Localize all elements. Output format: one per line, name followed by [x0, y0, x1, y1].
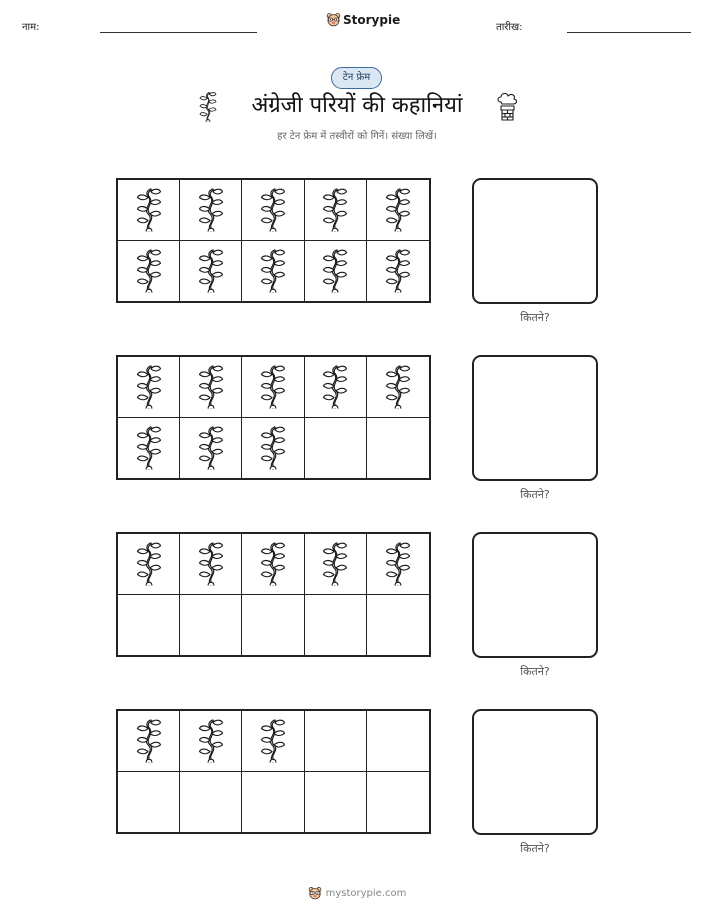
beanstalk-icon [196, 186, 226, 234]
beanstalk-icon [383, 540, 413, 588]
name-field[interactable] [100, 32, 257, 33]
beanstalk-icon [320, 186, 350, 234]
frame-cell [367, 595, 429, 656]
frame-cell [180, 534, 242, 595]
frame-cell [367, 241, 429, 302]
frame-cell [242, 180, 304, 241]
frame-cell [118, 772, 180, 833]
beanstalk-icon [134, 424, 164, 472]
page-title: अंग्रेजी परियों की कहानियां [251, 93, 463, 118]
beanstalk-icon [320, 540, 350, 588]
frame-cell [305, 180, 367, 241]
bear-icon [308, 886, 322, 900]
answer-box[interactable] [472, 355, 598, 481]
frame-cell [118, 595, 180, 656]
beanstalk-icon [258, 424, 288, 472]
frame-cell [367, 357, 429, 418]
frame-cell [180, 595, 242, 656]
frame-cell [242, 418, 304, 479]
frame-cell [118, 711, 180, 772]
frame-cell [305, 418, 367, 479]
frame-cell [242, 595, 304, 656]
ten-frame [116, 178, 431, 303]
answer-label: कितने? [520, 311, 550, 324]
date-label: तारीख: [496, 22, 523, 33]
beanstalk-icon [258, 363, 288, 411]
frame-cell [305, 534, 367, 595]
frame-cell [305, 711, 367, 772]
frame-cell [180, 772, 242, 833]
instruction-text: हर टेन फ्रेम में तस्वीरों को गिनें। संख्या लिखें। [277, 131, 437, 142]
beanstalk-icon [134, 363, 164, 411]
beanstalk-icon [258, 186, 288, 234]
frame-cell [180, 711, 242, 772]
footer-url[interactable]: mystorypie.com [325, 887, 407, 899]
frame-cell [180, 357, 242, 418]
beanstalk-icon [196, 363, 226, 411]
beanstalk-icon [134, 717, 164, 765]
castle-icon [495, 92, 519, 122]
name-label: नाम: [22, 22, 40, 33]
frame-cell [242, 357, 304, 418]
ten-frame [116, 709, 431, 834]
beanstalk-icon [320, 363, 350, 411]
beanstalk-icon [258, 717, 288, 765]
ten-frame [116, 532, 431, 657]
frame-cell [305, 595, 367, 656]
frame-cell [180, 241, 242, 302]
frame-cell [118, 180, 180, 241]
frame-cell [118, 357, 180, 418]
frame-cell [305, 772, 367, 833]
beanstalk-icon [320, 247, 350, 295]
beanstalk-icon [134, 540, 164, 588]
beanstalk-icon [196, 717, 226, 765]
beanstalk-icon [196, 247, 226, 295]
beanstalk-icon [258, 540, 288, 588]
bear-icon [326, 12, 341, 27]
footer [0, 886, 714, 900]
frame-cell [242, 241, 304, 302]
frame-cell [305, 241, 367, 302]
frame-cell [118, 534, 180, 595]
answer-box[interactable] [472, 709, 598, 835]
frame-cell [367, 772, 429, 833]
frame-cell [367, 180, 429, 241]
frame-cell [305, 357, 367, 418]
beanstalk-icon [196, 540, 226, 588]
answer-label: कितने? [520, 665, 550, 678]
answer-label: कितने? [520, 488, 550, 501]
answer-box[interactable] [472, 178, 598, 304]
beanstalk-icon [196, 424, 226, 472]
frame-cell [242, 772, 304, 833]
frame-cell [367, 711, 429, 772]
beanstalk-icon [134, 186, 164, 234]
topic-chip: टेन फ्रेम [331, 67, 382, 89]
frame-cell [242, 711, 304, 772]
frame-cell [180, 418, 242, 479]
beanstalk-icon [134, 247, 164, 295]
frame-cell [118, 418, 180, 479]
answer-label: कितने? [520, 842, 550, 855]
answer-box[interactable] [472, 532, 598, 658]
frame-cell [180, 180, 242, 241]
date-field[interactable] [567, 32, 691, 33]
frame-cell [367, 418, 429, 479]
storypie-logo [326, 12, 400, 27]
beanstalk-icon [258, 247, 288, 295]
brand-name: Storypie [343, 12, 401, 27]
beanstalk-icon [383, 186, 413, 234]
frame-cell [367, 534, 429, 595]
beanstalk-icon [383, 247, 413, 295]
frame-cell [242, 534, 304, 595]
ten-frame [116, 355, 431, 480]
frame-cell [118, 241, 180, 302]
beanstalk-icon [383, 363, 413, 411]
